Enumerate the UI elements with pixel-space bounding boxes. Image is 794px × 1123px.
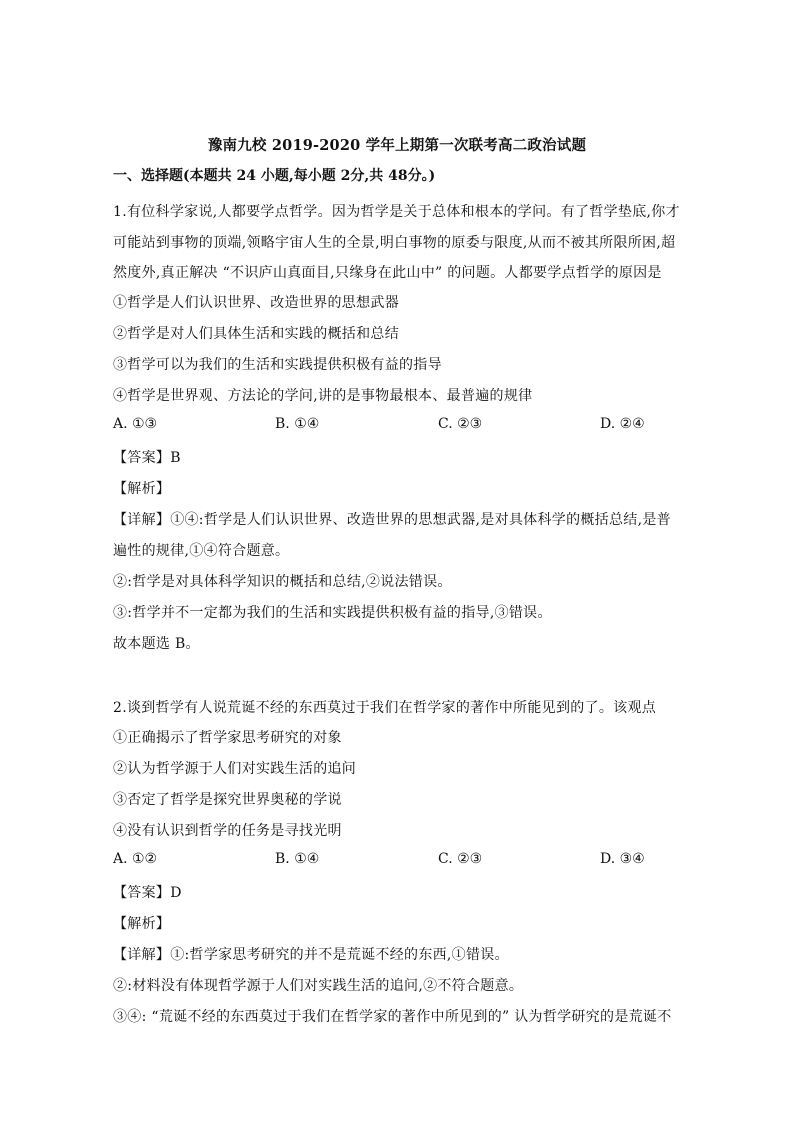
page-title: 豫南九校 2019-2020 学年上期第一次联考高二政治试题 (207, 137, 587, 154)
question-2-answer: 【答案】D (113, 885, 182, 901)
question-1-options (113, 416, 693, 436)
question-2-statement: ②认为哲学源于人们对实践生活的追问 (113, 761, 357, 777)
option-d: D. ③④ (600, 851, 645, 867)
question-1-detail-line: ②:哲学是对具体科学知识的概括和总结,②说法错误。 (113, 574, 452, 590)
question-1-statement: ④哲学是世界观、方法论的学问,讲的是事物最根本、最普遍的规律 (113, 388, 533, 404)
question-1-analysis-label: 【解析】 (113, 481, 171, 497)
question-1-answer: 【答案】B (113, 450, 181, 466)
question-2-detail-line: ③④: “荒诞不经的东西莫过于我们在哲学家的著作中所见到的” 认为哲学研究的是荒诞不 (113, 1009, 672, 1025)
question-2-detail-line: 【详解】①:哲学家思考研究的并不是荒诞不经的东西,①错误。 (113, 947, 509, 963)
option-c: C. ②③ (438, 851, 483, 867)
option-b: B. ①④ (275, 416, 320, 432)
question-1-stem-line: 然度外,真正解决 “不识庐山真面目,只缘身在此山中” 的问题。人都要学点哲学的原因是 (113, 265, 662, 281)
question-1-detail-line: ③:哲学并不一定都为我们的生活和实践提供积极有益的指导,③错误。 (113, 605, 552, 621)
question-1-detail-line: 故本题选 B。 (113, 636, 200, 652)
question-2-statement: ④没有认识到哲学的任务是寻找光明 (113, 823, 342, 839)
question-1-statement: ②哲学是对人们具体生活和实践的概括和总结 (113, 326, 399, 342)
question-1-detail-line: 【详解】①④:哲学是人们认识世界、改造世界的思想武器,是对具体科学的概括总结,是普 (113, 512, 671, 528)
question-1-stem-line: 1.有位科学家说,人都要学点哲学。因为哲学是关于总体和根本的学问。有了哲学垫底,你才 (113, 204, 680, 220)
section-heading: 一、选择题(本题共 24 小题,每小题 2分,共 48分。) (113, 168, 436, 184)
question-2-detail-line: ②:材料没有体现哲学源于人们对实践生活的追问,②不符合题意。 (113, 978, 524, 994)
option-d: D. ②④ (600, 416, 645, 432)
option-c: C. ②③ (438, 416, 483, 432)
option-a: A. ①② (113, 851, 158, 867)
option-a: A. ①③ (113, 416, 158, 432)
question-2-statement: ③否定了哲学是探究世界奥秘的学说 (113, 792, 342, 808)
option-b: B. ①④ (275, 851, 320, 867)
question-2-stem-line: 2.谈到哲学有人说荒诞不经的东西莫过于我们在哲学家的著作中所能见到的了。该观点 (113, 700, 657, 716)
question-1-detail-line: 遍性的规律,①④符合题意。 (113, 543, 290, 559)
question-2-statement: ①正确揭示了哲学家思考研究的对象 (113, 730, 342, 746)
question-2-options (113, 851, 693, 871)
question-2-analysis-label: 【解析】 (113, 916, 171, 932)
question-1-statement: ①哲学是人们认识世界、改造世界的思想武器 (113, 295, 399, 311)
question-1-stem-line: 可能站到事物的顶端,领略宇宙人生的全景,明白事物的原委与限度,从而不被其所限所困,超 (113, 235, 676, 251)
question-1-statement: ③哲学可以为我们的生活和实践提供积极有益的指导 (113, 357, 442, 373)
